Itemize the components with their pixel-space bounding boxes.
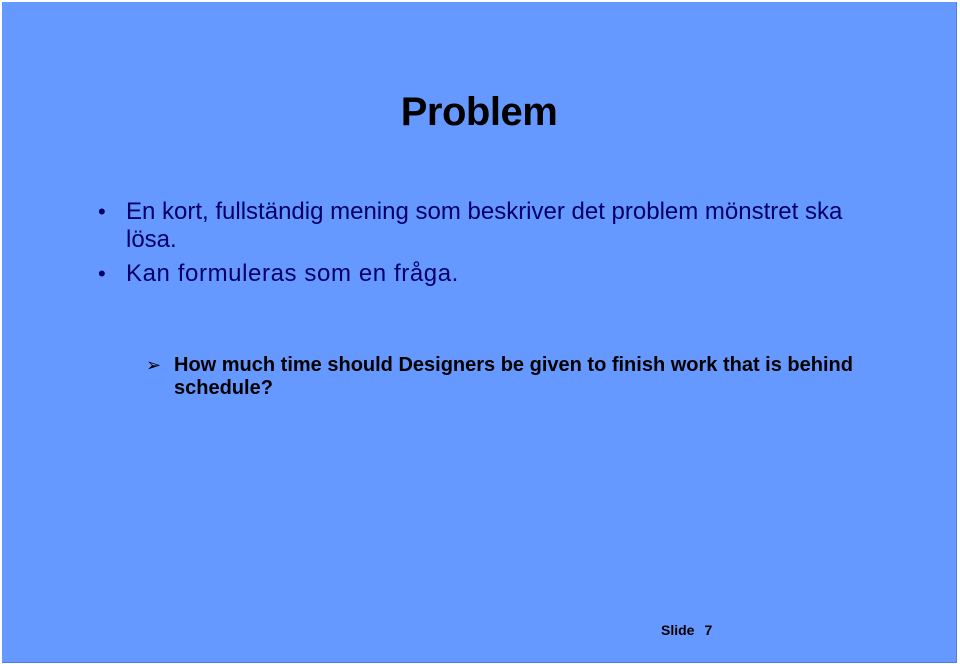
sub-bullet-item — [146, 354, 874, 400]
arrow-bullet-icon: ➢ — [146, 355, 162, 375]
bullet-text: En kort, fullständig mening som beskriver det problem mönstret ska lösa. — [126, 198, 843, 253]
bullet-icon: • — [98, 261, 107, 286]
bullet-item — [98, 260, 858, 288]
slide-footer — [661, 622, 712, 638]
bullet-icon: • — [98, 199, 106, 224]
slide-label: Slide — [661, 622, 695, 638]
slide-number: 7 — [704, 622, 713, 638]
bullet-text: Kan formuleras som en fråga. — [126, 260, 459, 287]
slide-title: Problem — [400, 90, 558, 134]
slide — [2, 2, 957, 663]
sub-bullet-text: How much time should Designers be given to finish work that is behind schedule? — [174, 354, 853, 399]
bullet-item — [98, 198, 858, 254]
bullet-list — [98, 198, 858, 294]
